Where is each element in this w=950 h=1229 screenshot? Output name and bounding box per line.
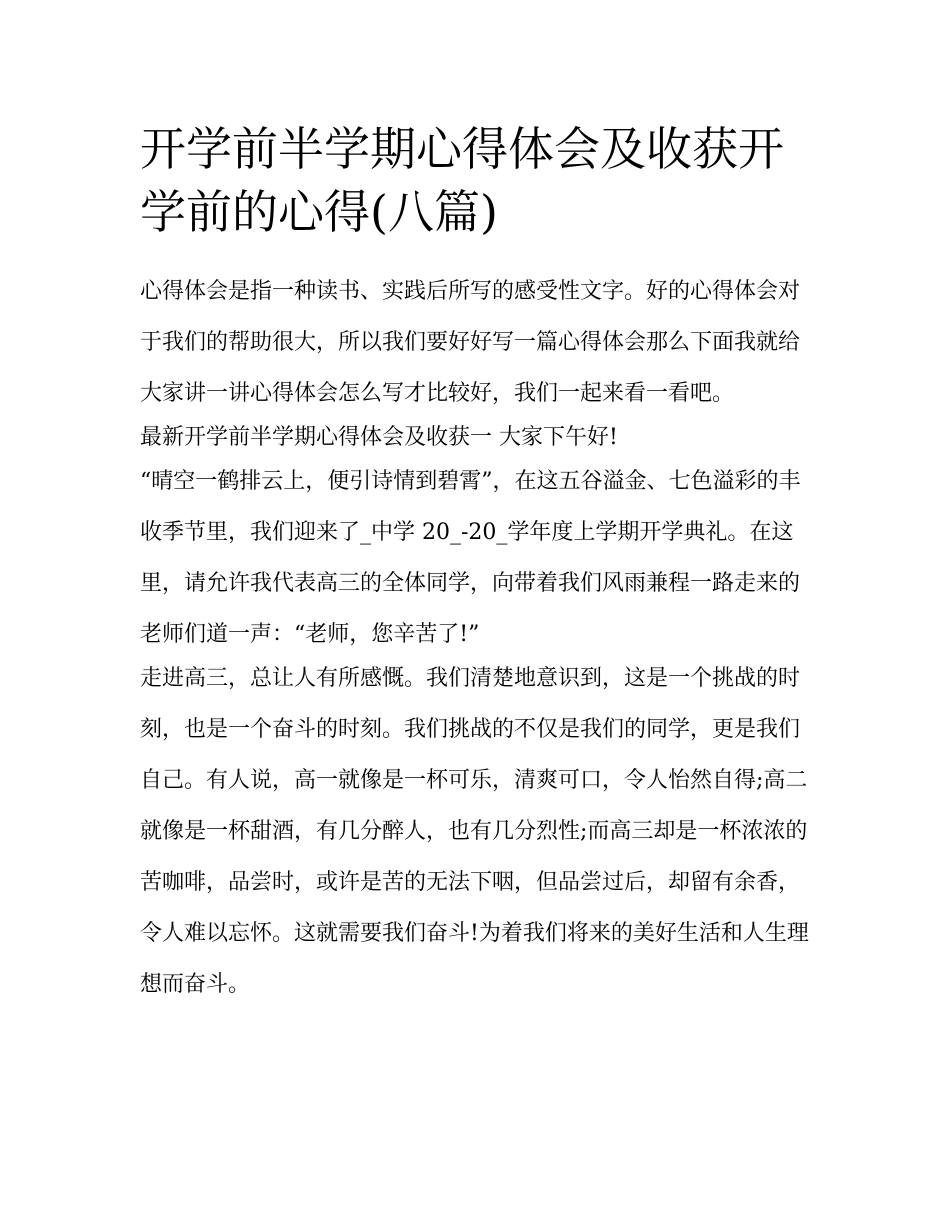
document-title: 开学前半学期心得体会及收获开学前的心得(八篇)	[140, 122, 784, 239]
document-page	[140, 118, 812, 1010]
paragraph-opening: “晴空一鹤排云上，便引诗情到碧霄”，在这五谷溢金、七色溢彩的丰收季节里，我们迎来了_中学 20_-20_学年度上学期开学典礼。在这里，请允许我代表高三的全体同学，向带着我们风雨兼程一路走来的老师们道一声：“老师，您辛苦了!”	[140, 469, 801, 647]
paragraph-heading-one: 最新开学前半学期心得体会及收获一 大家下午好!	[140, 425, 618, 450]
paragraph-senior-year: 走进高三，总让人有所感慨。我们清楚地意识到，这是一个挑战的时刻，也是一个奋斗的时刻。我们挑战的不仅是我们的同学，更是我们自己。有人说，高一就像是一杯可乐，清爽可口，令人怡然自得;高二就像是一杯甜酒，有几分醉人，也有几分烈性;而高三却是一杯浓浓的苦咖啡，品尝时，或许是苦的无法下咽，但品尝过后，却留有余香，令人难以忘怀。这就需要我们奋斗!为着我们将来的美好生活和人生理想而奋斗。	[140, 666, 809, 997]
paragraph-intro: 心得体会是指一种读书、实践后所写的感受性文字。好的心得体会对于我们的帮助很大，所以我们要好好写一篇心得体会那么下面我就给大家讲一讲心得体会怎么写才比较好，我们一起来看一看吧。	[140, 279, 801, 406]
